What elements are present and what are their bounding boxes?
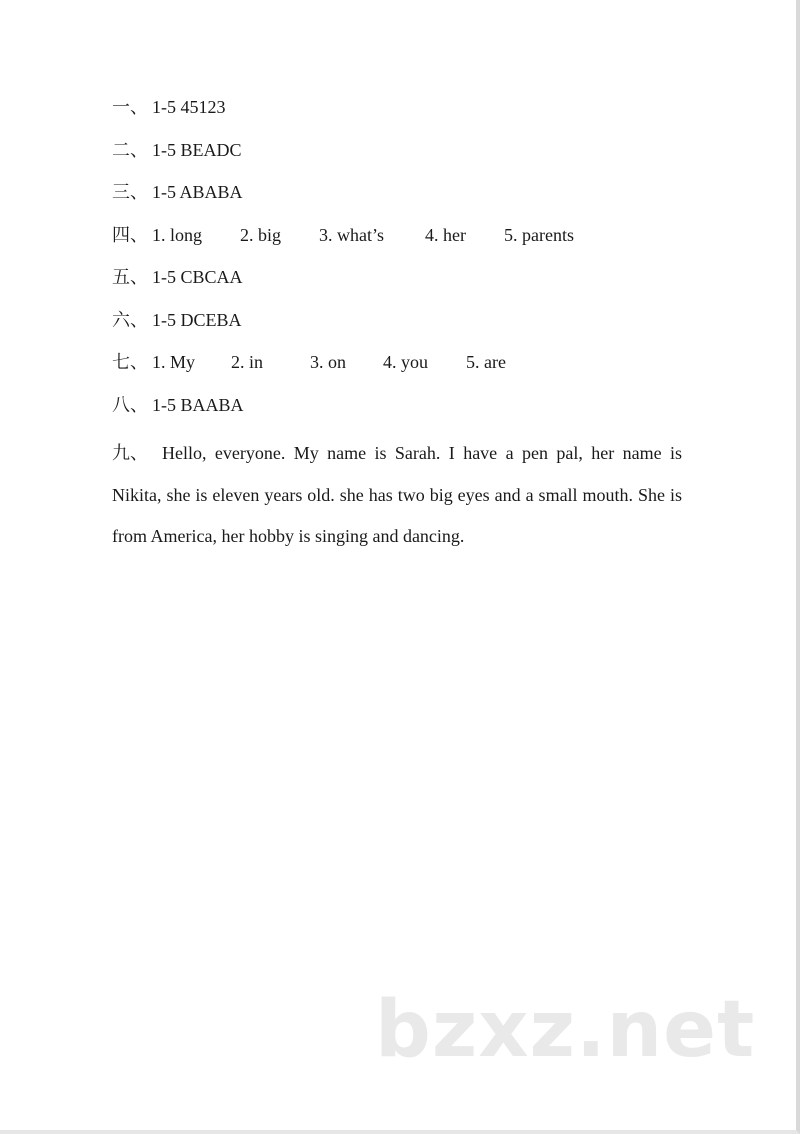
section-number: 五、 <box>112 267 148 287</box>
answer-line-7 <box>112 350 506 374</box>
answer-item: 4. you <box>383 352 428 372</box>
answer-text: 1-5 DCEBA <box>152 310 242 330</box>
essay-paragraph <box>112 433 682 558</box>
answer-item: 3. what’s <box>319 225 384 245</box>
answer-text: 1-5 45123 <box>152 97 226 117</box>
answer-item: 5. are <box>466 352 506 372</box>
watermark: bzxz.net <box>375 985 756 1075</box>
answer-item: 4. her <box>425 225 466 245</box>
answer-text: 1-5 BEADC <box>152 140 242 160</box>
answer-item: 5. parents <box>504 225 574 245</box>
answer-line-8 <box>112 393 244 417</box>
answer-line-4 <box>112 223 574 247</box>
section-number: 九、 <box>112 443 148 463</box>
section-number: 八、 <box>112 395 148 415</box>
essay-text: Hello, everyone. My name is Sarah. I have a pen pal, her name is Nikita, she is eleven years old. she has two big eyes and a small mouth. She is from America, her hobby is singing and dancing. <box>112 443 682 546</box>
answer-item: 2. big <box>240 225 282 245</box>
section-number: 三、 <box>112 182 148 202</box>
section-number: 二、 <box>112 140 148 160</box>
answer-text: 1-5 CBCAA <box>152 267 243 287</box>
section-number: 六、 <box>112 310 148 330</box>
section-number: 一、 <box>112 97 148 117</box>
answer-line-2 <box>112 138 242 162</box>
section-number: 七、 <box>112 352 148 372</box>
answer-line-5 <box>112 265 243 289</box>
section-number: 四、 <box>112 225 148 245</box>
answer-text: 1-5 ABABA <box>152 182 243 202</box>
answer-item: 3. on <box>310 352 346 372</box>
answer-line-6 <box>112 308 242 332</box>
answer-item: 1. long <box>152 225 203 245</box>
answer-text: 1-5 BAABA <box>152 395 244 415</box>
answer-item: 1. My <box>152 352 196 372</box>
answer-item: 2. in <box>231 352 264 372</box>
answer-line-3 <box>112 180 243 204</box>
answer-line-1 <box>112 95 226 119</box>
